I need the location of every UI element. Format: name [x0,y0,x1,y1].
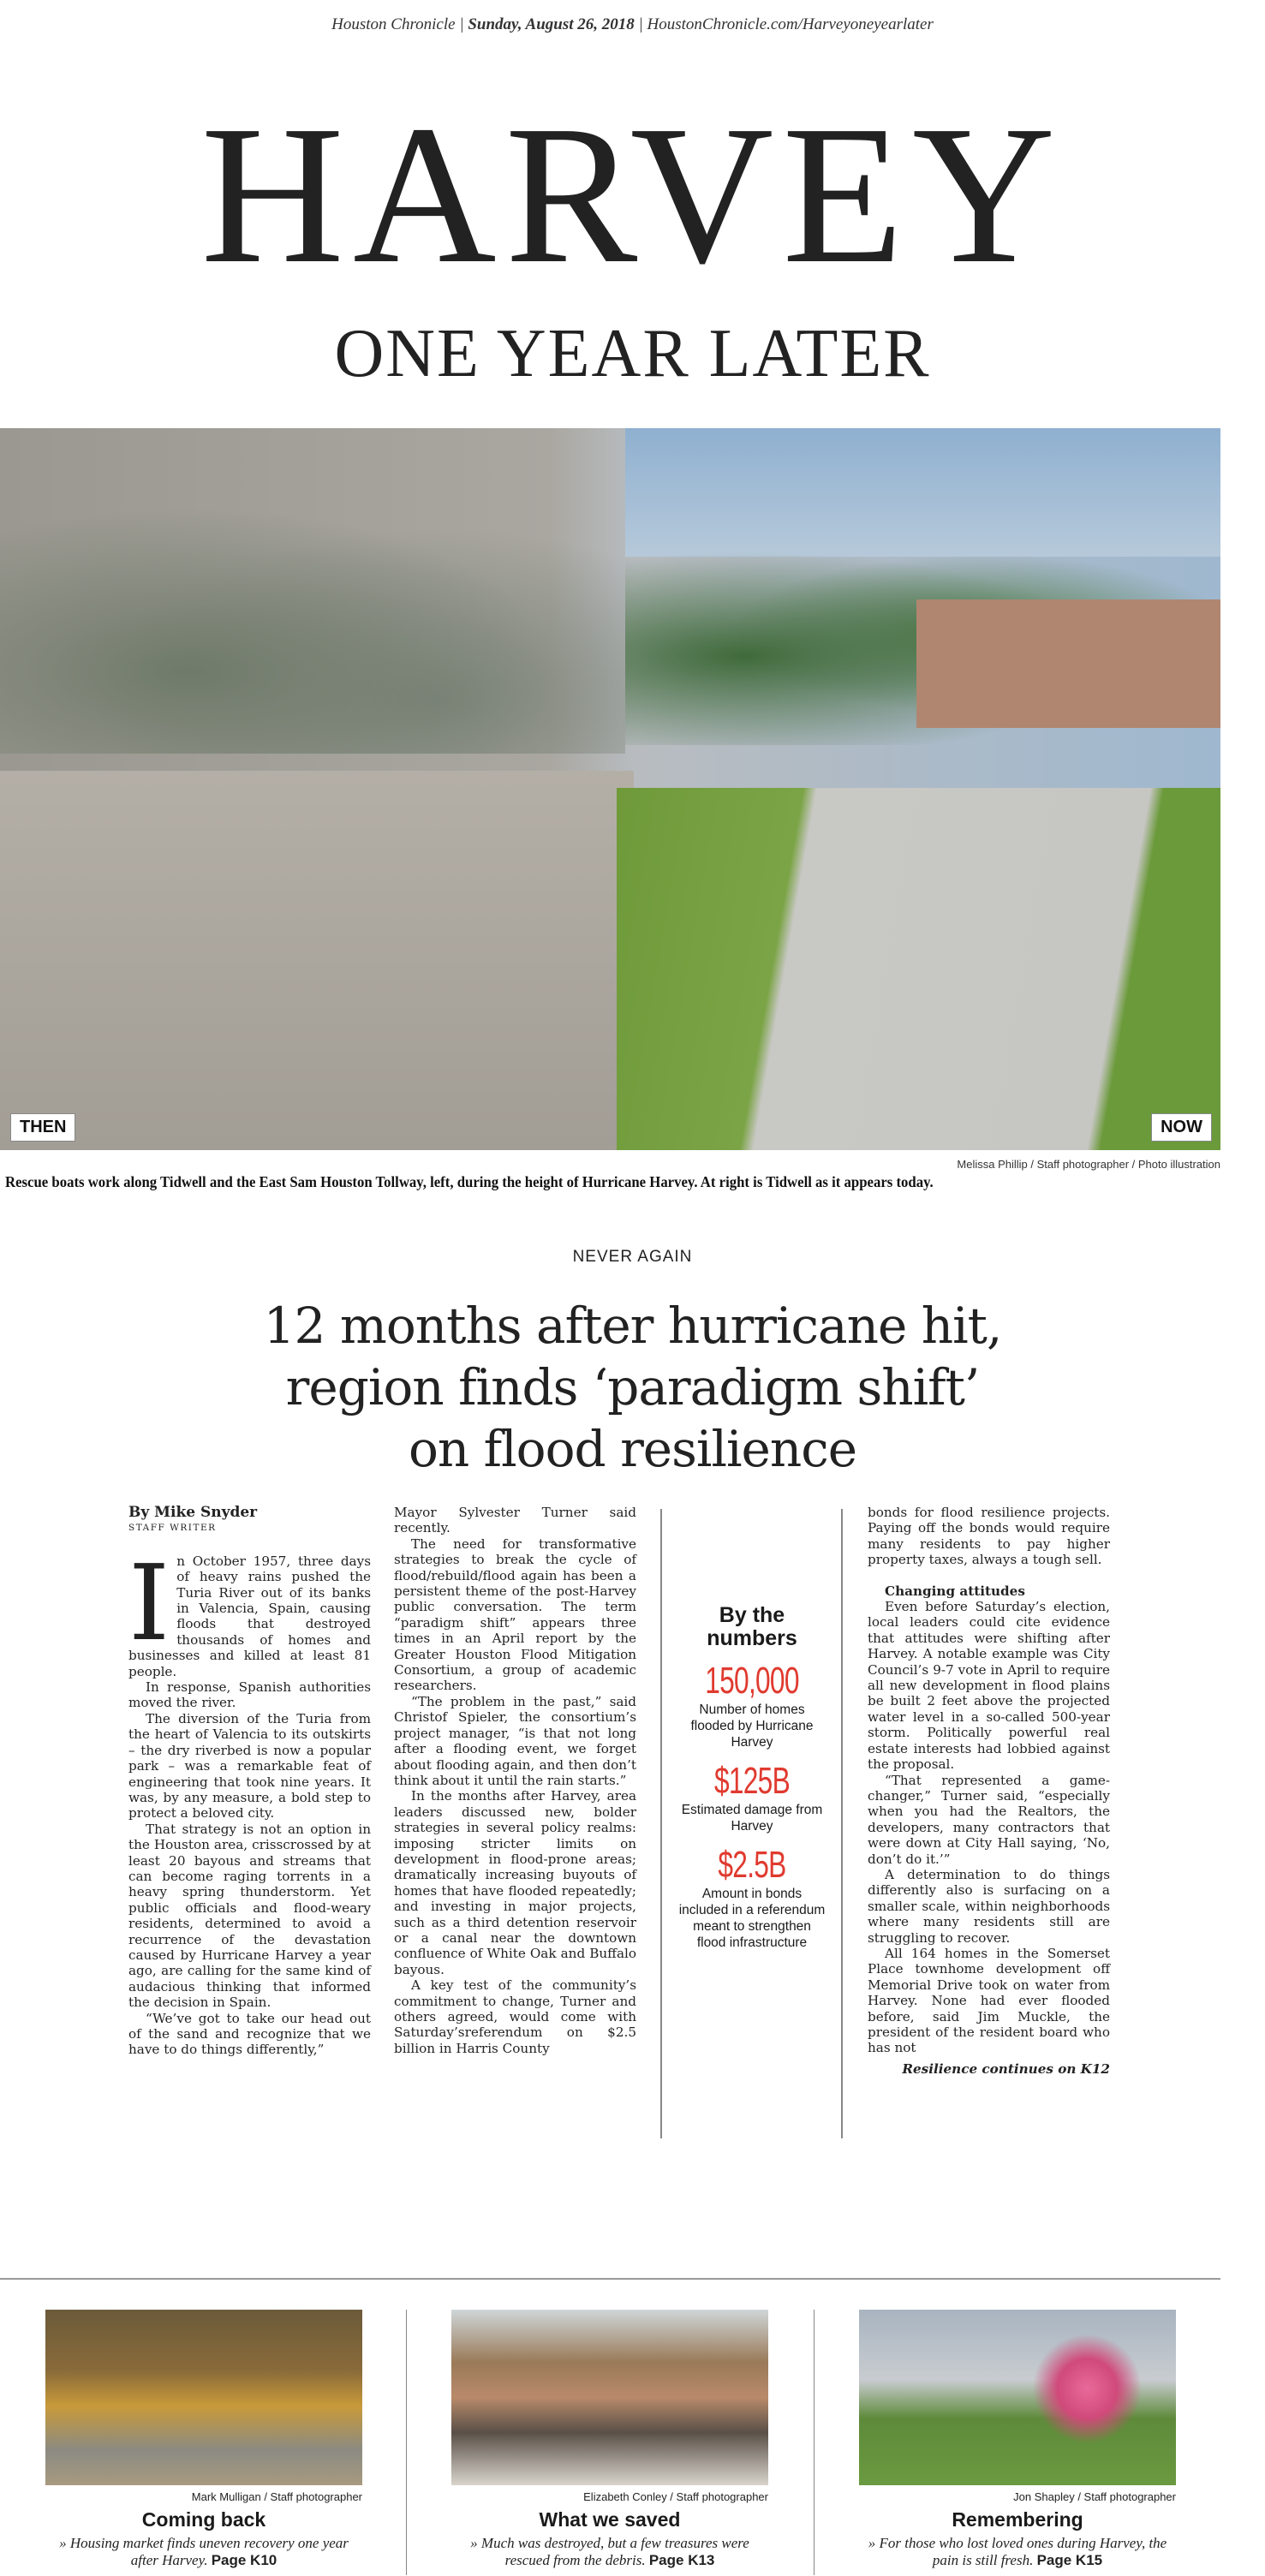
stat-value: $125B [713,1760,790,1802]
teaser-remembering[interactable] [846,2310,1189,2569]
stat-label: Amount in bonds included in a referendum meant to strengthen flood infrastructure [678,1887,826,1950]
paragraph: bonds for flood resilience projects. Paying off the bonds would require many residents to pay higher property taxes, always a tough sell. [868,1505,1110,1568]
article-column-2 [394,1505,636,2056]
page-ref: Page K13 [648,2552,715,2568]
teaser-what-we-saved[interactable] [439,2310,781,2569]
paragraph: “The problem in the past,” said Christof Spieler, the consortium’s project manager, “is that not long after a flooding event, we forget about flooding again, and then don’t think about it until the rain starts.” [394,1693,636,1788]
teaser-coming-back[interactable] [33,2310,375,2569]
teaser-credit: Mark Mulligan / Staff photographer [191,2490,362,2503]
teaser-title: Coming back [141,2508,266,2531]
teaser-photo [45,2310,362,2485]
headline-line: region finds ‘paradigm shift’ [285,1358,980,1416]
paragraph: “That represented a game-changer,” Turner said, “especially when you had the Realtors, the developers, many contractors that were down at City Hall saying, ‘No, don’t do it.’” [868,1772,1110,1867]
teaser-credit: Elizabeth Conley / Staff photographer [583,2490,768,2503]
drop-cap: I [128,1541,170,1664]
page-ref: Page K15 [1036,2552,1103,2568]
teaser-divider [406,2310,407,2575]
edition-date: Sunday, August 26, 2018 [468,15,635,33]
paragraph: In response, Spanish authorities moved the river. [128,1679,371,1711]
photo-caption: Rescue boats work along Tidwell and the East Sam Houston Tollway, left, during the height of Hurricane Harvey. At right is Tidwell as it appears today. [5,1173,934,1190]
stat-label: Estimated damage from Harvey [681,1803,823,1834]
now-label: NOW [1151,1113,1212,1142]
teaser-photo [859,2310,1176,2485]
then-label: THEN [10,1113,75,1142]
teaser-title: What we saved [539,2508,681,2531]
section-divider [0,2278,1220,2280]
headline-line: on flood resilience [408,1420,857,1478]
edition-url: HoustonChronicle.com/Harveyoneyearlater [647,15,934,33]
paragraph: n October 1957, three days of heavy rains pushed the Turia River out of its banks in Valencia, Spain, causing floods that destroyed thousands of homes and businesses and killed at least 81 people. [128,1553,371,1679]
article-subhead: Changing attitudes [885,1583,1025,1599]
paragraph: Even before Saturday’s election, local leaders could cite evidence that attitudes were shifting after Harvey. A notable example was City Council’s 9-7 vote in April to require all new development in flood plains be built 2 feet above the projected water level in a so-called 500-year storm. Politically powerful real estate interests had lobbied against the proposal. [868,1599,1110,1773]
paragraph: All 164 homes in the Somerset Place townhome development off Memorial Drive took on water from Harvey. None had ever flooded before, said Jim Muckle, the president of the resident board who has not [868,1945,1110,2056]
by-the-numbers-box [662,1604,842,1951]
article-column-1 [128,1505,371,2058]
teaser-dek: » Much was destroyed, but a few treasures were rescued from the debris. Page K13 [470,2535,749,2568]
paragraph: Mayor Sylvester Turner said recently. [394,1505,636,1536]
article-kicker: NEVER AGAIN [572,1248,693,1266]
teaser-photo [451,2310,768,2485]
stat-value: 150,000 [705,1660,799,1702]
paragraph: That strategy is not an option in the Houston area, crisscrossed by at least 20 bayous and streams that can become raging torrents in a heavy spring thunderstorm. Yet public officials and flood-weary residents, determined to avoid a recurrence of the devastation caused by Hurricane Harvey a year ago, are calling for the same kind of audacious thinking that informed the decision in Spain. [128,1821,371,2011]
teaser-title: Remembering [952,2508,1083,2531]
masthead-title: HARVEY [200,85,1065,305]
edition-line: Houston Chronicle | Sunday, August 26, 2018 | HoustonChronicle.com/Harveyoneyearlater [331,15,934,33]
paragraph: In the months after Harvey, area leaders discussed new, bolder strategies in several policy realms: imposing stricter limits on development in flood-prone areas; dramatically increasing buyouts of homes that have flooded repeatedly; and investing in major projects, such as a third detention reservoir or a canal near the downtown confluence of White Oak and Buffalo bayous. [394,1788,636,1977]
byline-role: STAFF WRITER [128,1523,217,1534]
sidebar-title: By the numbers [707,1603,797,1650]
article-headline [0,1295,1265,1480]
paragraph: A determination to do things differently also is surfacing on a smaller scale, within neighborhoods where many residents still are struggling to recover. [868,1866,1110,1946]
stat-label: Number of homes flooded by Hurricane Harvey [690,1702,814,1750]
teaser-dek: » For those who lost loved ones during Harvey, the pain is still fresh. Page K15 [868,2535,1167,2568]
page-ref: Page K10 [211,2552,277,2568]
jump-line[interactable]: Resilience continues on K12 [902,2060,1110,2077]
paragraph: The diversion of the Turia from the heart of Valencia to its outskirts – the dry riverbed is now a popular park – was a remarkable feat of engineering that took nine years. It was, by any measure, a bold step to protect a beloved city. [128,1710,371,1822]
then-now-photo [0,428,1220,1150]
photo-credit: Melissa Phillip / Staff photographer / Photo illustration [957,1158,1220,1171]
masthead-subtitle: ONE YEAR LATER [334,316,931,391]
paragraph: The need for transformative strategies to break the cycle of flood/rebuild/flood again has been a persistent theme of the post-Harvey public conversation. The term “paradigm shift” appears three times in an April report by the Greater Houston Flood Mitigation Consortium, a group of academic researchers. [394,1535,636,1694]
byline: By Mike Snyder [128,1504,258,1521]
paragraph: “We’ve got to take our head out of the sand and recognize that we have to do things differently,” [128,2010,371,2058]
teaser-dek: » Housing market finds uneven recovery one year after Harvey. Page K10 [59,2535,349,2568]
headline-line: 12 months after hurricane hit, [263,1297,1002,1355]
stat-value: $2.5B [718,1844,786,1886]
teaser-credit: Jon Shapley / Staff photographer [1013,2490,1176,2503]
article-column-3 [868,1505,1110,2077]
paragraph: A key test of the community’s commitment to change, Turner and others agreed, would come with Saturday’sreferendum on $2.5 billion in Harris County [394,1977,636,2056]
paper-name: Houston Chronicle [331,15,456,33]
